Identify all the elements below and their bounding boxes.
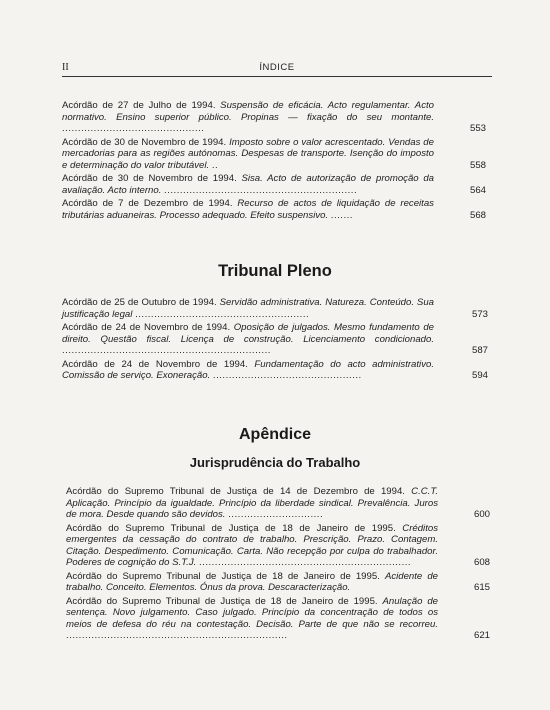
section-3-entries	[66, 486, 490, 644]
index-entry: Acórdão de 24 de Novembro de 1994. Oposição de julgados. Mesmo fundamento de direito. Questão fiscal. Licença de construção. Licenciamento condicionado. .................................................................. 587	[62, 322, 488, 356]
page-number: II	[62, 62, 69, 73]
entry-subject: Imposto sobre o valor acrescentado. Vendas de mercadorias para as regiões autónomas. Despesas de transporte. Isenção do imposto e determinação do valor tributável.	[62, 136, 434, 171]
entry-lead: Acórdão de 24 de Novembro de 1994.	[62, 358, 248, 370]
entry-subject: Acidente de trabalho. Conceito. Elementos. Ónus da prova. Descaracterização.	[66, 570, 439, 593]
entry-lead: Acórdão de 7 de Dezembro de 1994.	[62, 198, 233, 209]
section-1-entries	[62, 100, 486, 223]
entry-subject: Sisa. Acto de autorização de promoção da avaliação. Acto interno.	[62, 173, 434, 196]
entry-lead: Acórdão do Supremo Tribunal de Justiça de 18 de Janeiro de 1995.	[66, 570, 380, 582]
entry-subject: Oposição de julgados. Mesmo fundamento de direito. Questão fiscal. Licença de construção. Licenciamento condicionado.	[62, 322, 434, 345]
index-entry: Acórdão do Supremo Tribunal de Justiça de 18 de Janeiro de 1995. Créditos emergentes da cessação do contrato de trabalho. Prescrição. Prazo. Contagem. Citação. Despedimento. Comunicação. Carta. Não recepção por culpa do trabalhador. Poderes de cognição do S.T.J. ................................................................... 608	[66, 522, 490, 568]
index-entry: Acórdão de 30 de Novembro de 1994. Imposto sobre o valor acrescentado. Vendas de mercadorias para as regiões autónomas. Despesas de transporte. Isenção do imposto e determinação do valor tributável. .. 558	[62, 136, 486, 171]
entry-page: 587	[471, 345, 488, 356]
entry-page: 564	[469, 184, 486, 196]
index-entry	[66, 570, 490, 594]
index-entry: Acórdão de 25 de Outubro de 1994. Servidão administrativa. Natureza. Conteúdo. Sua justificação legal ....................................................... 573	[62, 297, 488, 320]
index-entry: Acórdão de 27 de Julho de 1994. Suspensão de eficácia. Acto regulamentar. Acto normativo. Ensino superior público. Propinas — fixação do seu montante. ............................................. 553	[62, 100, 486, 134]
entry-page: 608	[473, 557, 490, 568]
entry-page: 594	[471, 370, 488, 381]
index-entry: Acórdão do Supremo Tribunal de Justiça de 14 de Dezembro de 1994. C.C.T. Aplicação. Princípio da igualdade. Princípio da liberdade sindical. Prevalência. Juros de mora. Desde quando são devidos. .............................. 600	[66, 486, 490, 520]
entry-lead: Acórdão do Supremo Tribunal de Justiça de 18 de Janeiro de 1995.	[66, 522, 396, 534]
entry-page: 553	[469, 123, 486, 134]
entry-lead: Acórdão de 30 de Novembro de 1994.	[62, 173, 237, 184]
section-heading-apendice: Apêndice	[238, 426, 311, 443]
entry-lead: Acórdão do Supremo Tribunal de Justiça de 14 de Dezembro de 1994.	[66, 486, 405, 497]
index-entry: Acórdão de 7 de Dezembro de 1994. Recurso de actos de liquidação de receitas tributárias aduaneiras. Processo adequado. Efeito suspensivo. ....... 568	[62, 198, 486, 221]
entry-page: 621	[473, 630, 490, 641]
header-title: ÍNDICE	[259, 62, 295, 73]
entry-page: 615	[473, 582, 490, 593]
entry-lead: Acórdão de 24 de Novembro de 1994.	[62, 322, 231, 333]
entry-subject: Suspensão de eficácia. Acto regulamentar. Acto normativo. Ensino superior público. Propinas — fixação do seu montante.	[62, 100, 434, 123]
entry-subject: Anulação de sentença. Novo julgamento. Caso julgado. Princípio da concentração de todos os meios de defesa do réu na contestação. Decisão. Parte de que não se recorreu.	[66, 595, 438, 630]
entry-page: 573	[471, 308, 488, 320]
entry-page: 568	[469, 209, 486, 221]
section-heading-tribunal-pleno: Tribunal Pleno	[218, 262, 332, 280]
entry-lead: Acórdão do Supremo Tribunal de Justiça de 18 de Janeiro de 1995.	[66, 595, 378, 607]
entry-page: 600	[473, 509, 490, 520]
entry-subject: Servidão administrativa. Natureza. Conteúdo. Sua justificação legal	[62, 297, 434, 320]
index-entry: Acórdão do Supremo Tribunal de Justiça de 18 de Janeiro de 1995. Anulação de sentença. Novo julgamento. Caso julgado. Princípio da concentração de todos os meios de defesa do réu na contestação. Decisão. Parte de que não se recorreu. ...................................................................... 621	[66, 595, 490, 641]
entry-lead: Acórdão de 25 de Outubro de 1994.	[62, 297, 217, 308]
entry-page: 558	[469, 159, 486, 171]
section-subheading-jurisprudencia: Jurisprudência do Trabalho	[189, 455, 361, 470]
entry-subject: C.C.T. Aplicação. Princípio da igualdade. Princípio da liberdade sindical. Prevalência. Juros de mora. Desde quando são devidos.	[66, 486, 438, 520]
entry-lead: Acórdão de 30 de Novembro de 1994.	[62, 136, 227, 148]
index-entry: Acórdão de 24 de Novembro de 1994. Fundamentação do acto administrativo. Comissão de serviço. Exoneração. ............................................... 594	[62, 358, 488, 381]
page-header	[62, 62, 492, 77]
section-2-entries	[62, 297, 488, 384]
entry-lead: Acórdão de 27 de Julho de 1994.	[62, 100, 216, 111]
entry-subject: Fundamentação do acto administrativo. Comissão de serviço. Exoneração.	[62, 358, 434, 381]
index-entry: Acórdão de 30 de Novembro de 1994. Sisa. Acto de autorização de promoção da avaliação. Acto interno. ............................................................. 564	[62, 173, 486, 196]
entry-subject: Recurso de actos de liquidação de receitas tributárias aduaneiras. Processo adequado. Efeito suspensivo.	[62, 198, 434, 221]
entry-subject: Créditos emergentes da cessação do contrato de trabalho. Prescrição. Prazo. Contagem. Citação. Despedimento. Comunicação. Carta. Não recepção por culpa do trabalhador. Poderes de cognição do S.T.J.	[66, 522, 438, 568]
